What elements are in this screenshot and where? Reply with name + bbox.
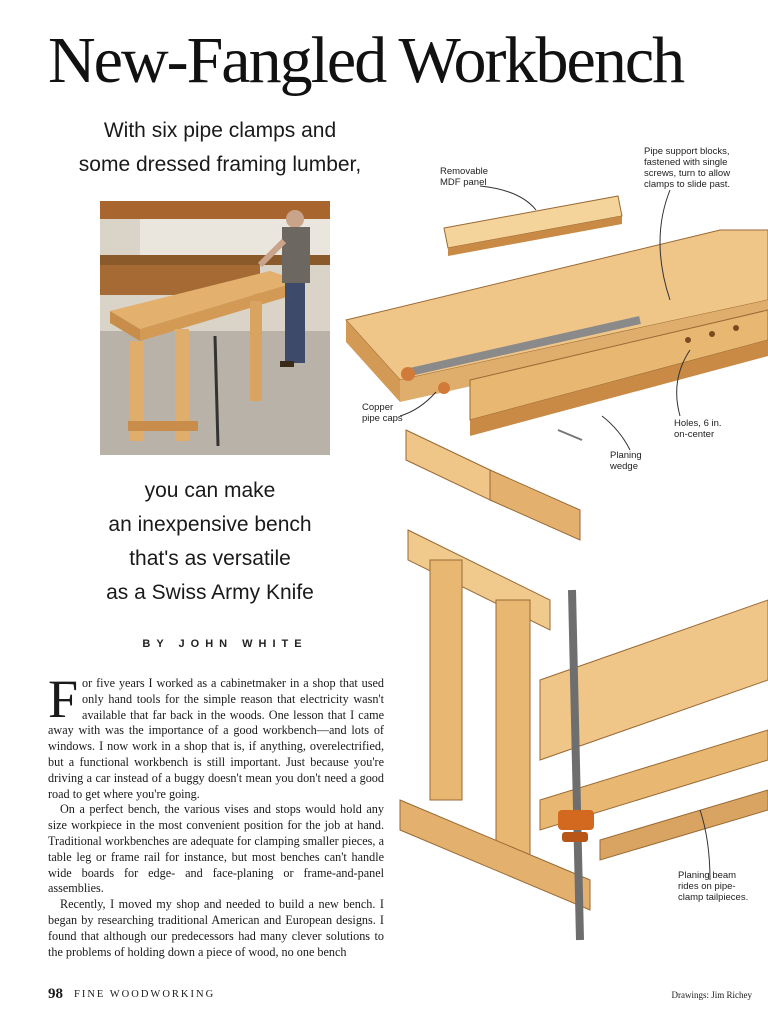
callout-holes xyxy=(674,418,722,440)
drawing-credit: Drawings: Jim Richey xyxy=(671,990,752,1000)
callout-line: MDF panel xyxy=(440,177,487,188)
deck-line: that's as versatile xyxy=(129,547,291,570)
callout-line: Pipe support blocks, xyxy=(644,146,730,157)
callout-line: clamps to slide past. xyxy=(644,179,731,190)
deck-line: some dressed framing lumber, xyxy=(78,153,362,176)
byline: BY JOHN WHITE xyxy=(142,638,308,650)
drop-cap: F xyxy=(48,669,79,729)
callout-line: screws, turn to allow xyxy=(644,168,731,179)
page-number: 98 xyxy=(48,986,63,1002)
deck-line: you can make xyxy=(144,479,276,502)
paragraph: On a perfect bench, the various vises and stops would hold any size workpiece in the most convenient position for the job at hand. Traditional workbenches are adequate for clamping smaller pieces, a table leg or frame rail for instance, but most benches can't handle wide boards for edge- and face-planing or frame-and-panel assemblies. xyxy=(48,802,384,896)
callout-line: rides on pipe- xyxy=(678,881,736,892)
deck-line: an inexpensive bench xyxy=(108,513,312,536)
paragraph-text: or five years I worked as a cabinetmaker in a shop that used only hand tools for the simple reason that electricity wasn't available that far back in the woods. One lesson that I came away with was the importance of a good workbench—and lots of windows. I now work in a shop that is, if anything, overelectrified, but a functional workbench is still important. Just because you're driving a car instead of a buggy doesn't mean you don't need a good road to get where you're going. xyxy=(48,676,384,801)
exploded-drawing xyxy=(340,120,768,980)
callout-line: on-center xyxy=(674,429,715,440)
callout-line: Removable xyxy=(440,166,489,177)
deck-line: With six pipe clamps and xyxy=(103,119,337,142)
callout-copper-caps xyxy=(362,402,403,424)
callout-line: Planing beam xyxy=(678,870,737,881)
workbench-photo xyxy=(100,201,330,455)
magazine-name: FINE WOODWORKING xyxy=(74,989,216,1000)
paragraph xyxy=(48,669,384,802)
callout-planing-beam xyxy=(678,870,748,903)
deck-bottom xyxy=(60,474,360,610)
callout-line: wedge xyxy=(610,461,638,472)
callout-line: fastened with single xyxy=(644,157,728,168)
callout-line: Holes, 6 in. xyxy=(674,418,722,429)
callout-planing-wedge xyxy=(610,450,642,472)
article-body xyxy=(48,669,384,960)
deck-line: as a Swiss Army Knife xyxy=(106,581,314,604)
paragraph: Recently, I moved my shop and needed to build a new bench. I began by researching traditional American and European designs. I found that although our predecessors had many clever solutions to the problems of holding down a piece of wood, no one bench xyxy=(48,897,384,959)
callout-line: clamp tailpieces. xyxy=(678,892,749,903)
callout-mdf-panel xyxy=(440,166,488,188)
callout-line: Planing xyxy=(610,450,642,461)
article-title: New-Fangled Workbench xyxy=(48,24,684,97)
callout-line: pipe caps xyxy=(362,413,403,424)
callout-line: Copper xyxy=(362,402,394,413)
callout-pipe-support xyxy=(644,146,730,190)
